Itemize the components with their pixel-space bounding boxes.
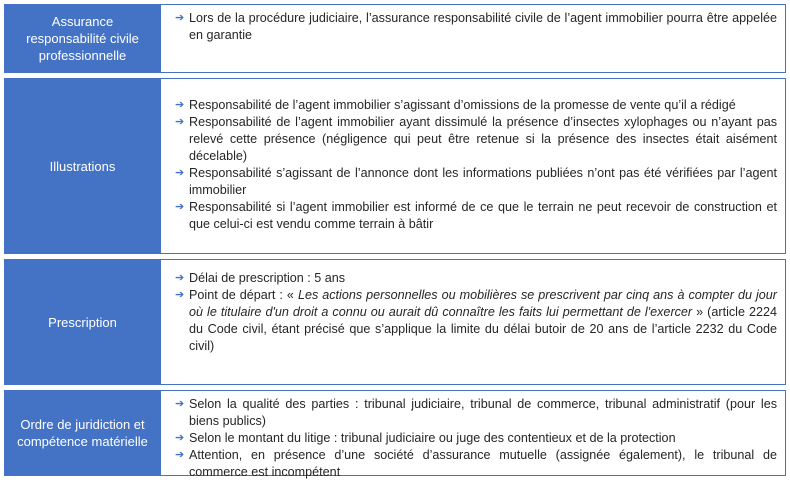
row-label: Assurance responsabilité civile professionnelle bbox=[4, 4, 161, 73]
arrow-right-icon: ➔ bbox=[175, 167, 185, 179]
row-label: Prescription bbox=[4, 259, 161, 385]
row-content bbox=[161, 390, 786, 479]
row-content bbox=[161, 78, 786, 254]
arrow-right-icon: ➔ bbox=[175, 449, 185, 461]
list-item: ➔ Point de départ : « Les actions personnelles ou mobilières se prescrivent par cinq ans à compter du jour où le titulaire d'un droit a connu ou aurait dû connaître les faits lui permettant de l'exercer » (article 2224 du Code civil, étant précisé que s’applique la limite du délai butoir de 20 ans de l’article 2232 du Code civil) bbox=[175, 288, 777, 353]
summary-table bbox=[4, 4, 786, 481]
list-item: ➔ Responsabilité si l’agent immobilier est informé de ce que le terrain ne peut recevoir de construction et que celui-ci est vendu comme terrain à bâtir bbox=[175, 200, 777, 231]
list-item: ➔ Responsabilité de l’agent immobilier ayant dissimulé la présence d’insectes xylophages ou n’ayant pas relevé cette présence (négligence qui peut être retenue si la présence des insectes était aisément décelable) bbox=[175, 115, 777, 163]
arrow-right-icon: ➔ bbox=[175, 12, 185, 24]
arrow-right-icon: ➔ bbox=[175, 432, 185, 444]
list-item: ➔ Attention, en présence d’une société d’assurance mutuelle (assignée également), le tribunal de commerce est incompétent bbox=[175, 448, 777, 479]
row-juridiction bbox=[4, 390, 786, 479]
civil-code-quote: Les actions personnelles ou mobilières se prescrivent par cinq ans à compter du jour où le titulaire d'un droit a connu ou aurait dû connaître les faits lui permettant de l'exercer bbox=[189, 288, 777, 319]
row-label: Illustrations bbox=[4, 78, 161, 254]
row-assurance bbox=[4, 4, 786, 73]
row-illustrations bbox=[4, 78, 786, 254]
list-item: ➔ Lors de la procédure judiciaire, l’assurance responsabilité civile de l’agent immobilier pourra être appelée en garantie bbox=[175, 11, 777, 42]
arrow-right-icon: ➔ bbox=[175, 289, 185, 301]
list-item: ➔ Selon la qualité des parties : tribunal judiciaire, tribunal de commerce, tribunal administratif (pour les biens publics) bbox=[175, 397, 777, 428]
row-content bbox=[161, 4, 786, 73]
arrow-right-icon: ➔ bbox=[175, 99, 185, 111]
row-prescription bbox=[4, 259, 786, 385]
list-item: ➔ Selon le montant du litige : tribunal judiciaire ou juge des contentieux et de la protection bbox=[175, 431, 676, 445]
arrow-right-icon: ➔ bbox=[175, 116, 185, 128]
row-label: Ordre de juridiction et compétence matérielle bbox=[4, 390, 161, 476]
arrow-right-icon: ➔ bbox=[175, 272, 185, 284]
arrow-right-icon: ➔ bbox=[175, 398, 185, 410]
list-item: ➔ Responsabilité de l’agent immobilier s’agissant d’omissions de la promesse de vente qu’il a rédigé bbox=[175, 98, 736, 112]
list-item: ➔ Responsabilité s’agissant de l’annonce dont les informations publiées n’ont pas été vérifiées par l’agent immobilier bbox=[175, 166, 777, 197]
row-content bbox=[161, 259, 786, 385]
arrow-right-icon: ➔ bbox=[175, 201, 185, 213]
list-item: ➔ Délai de prescription : 5 ans bbox=[175, 271, 346, 285]
